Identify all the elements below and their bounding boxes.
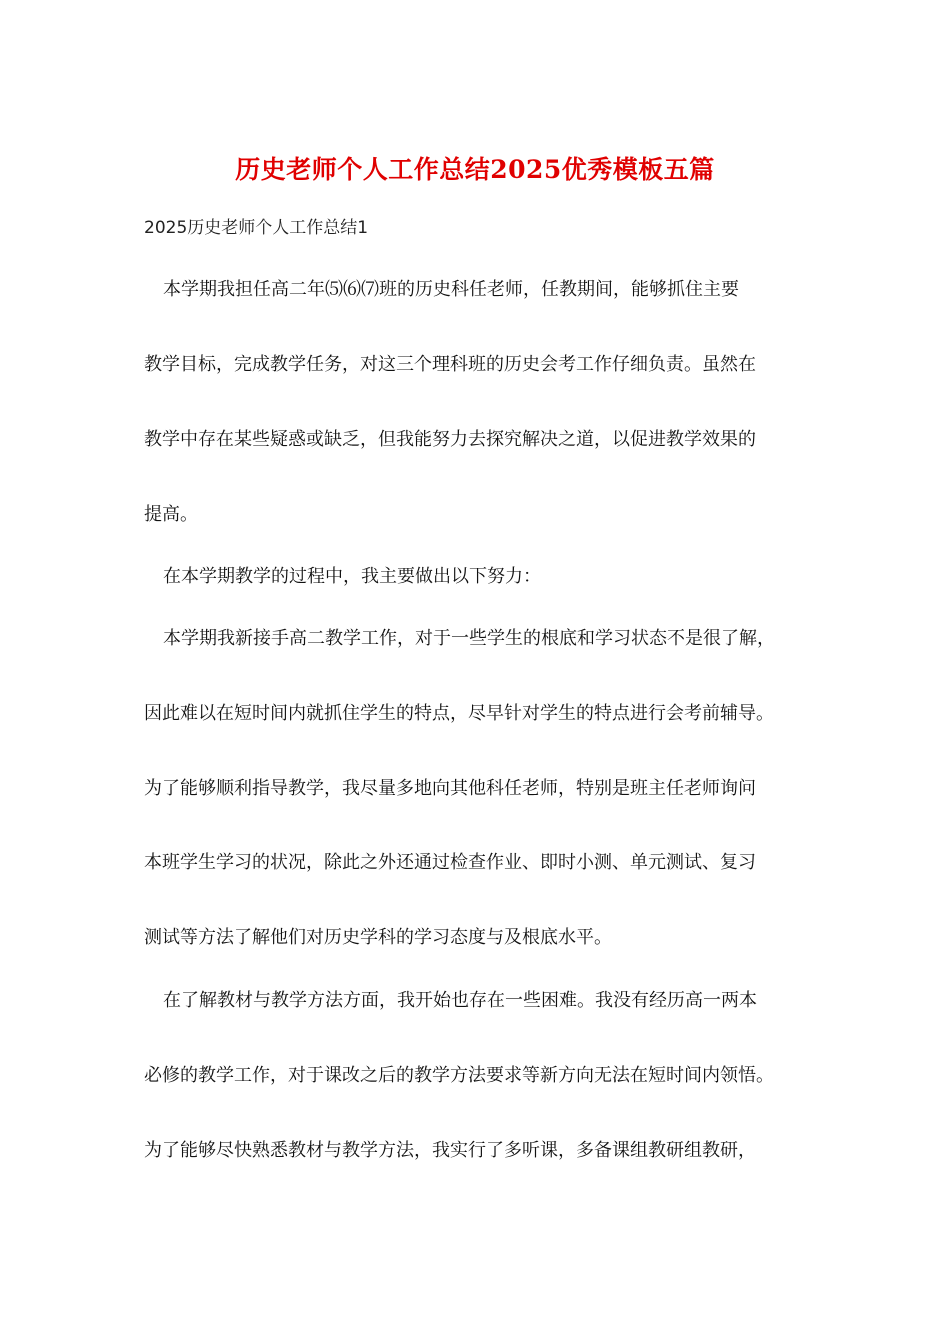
paragraph-line: 因此难以在短时间内就抓住学生的特点，尽早针对学生的特点进行会考前辅导。 [144,703,774,724]
paragraph-line: 本学期我担任高二年⑸⑹⑺班的历史科任老师，任教期间，能够抓住主要 [163,279,739,300]
paragraph-line: 提高。 [144,504,198,525]
paragraph-line: 教学中存在某些疑惑或缺乏，但我能努力去探究解决之道，以促进教学效果的 [144,429,756,450]
paragraph-line: 本班学生学习的状况，除此之外还通过检查作业、即时小测、单元测试、复习 [144,852,756,873]
paragraph-line: 教学目标，完成教学任务，对这三个理科班的历史会考工作仔细负责。虽然在 [144,354,756,375]
paragraph-line: 在本学期教学的过程中，我主要做出以下努力： [163,566,541,587]
paragraph-line: 本学期我新接手高二教学工作，对于一些学生的根底和学习状态不是很了解， [163,628,775,649]
section-heading: 2025历史老师个人工作总结1 [144,218,369,238]
paragraph-line: 必修的教学工作，对于课改之后的教学方法要求等新方向无法在短时间内领悟。 [144,1065,774,1086]
document-title: 历史老师个人工作总结2025优秀模板五篇 [235,155,715,184]
paragraph-line: 在了解教材与教学方法方面，我开始也存在一些困难。我没有经历高一两本 [163,990,757,1011]
paragraph-line: 为了能够顺利指导教学，我尽量多地向其他科任老师，特别是班主任老师询问 [144,778,756,799]
paragraph-line: 为了能够尽快熟悉教材与教学方法，我实行了多听课，多备课组教研组教研， [144,1140,756,1161]
paragraph-line: 测试等方法了解他们对历史学科的学习态度与及根底水平。 [144,927,612,948]
